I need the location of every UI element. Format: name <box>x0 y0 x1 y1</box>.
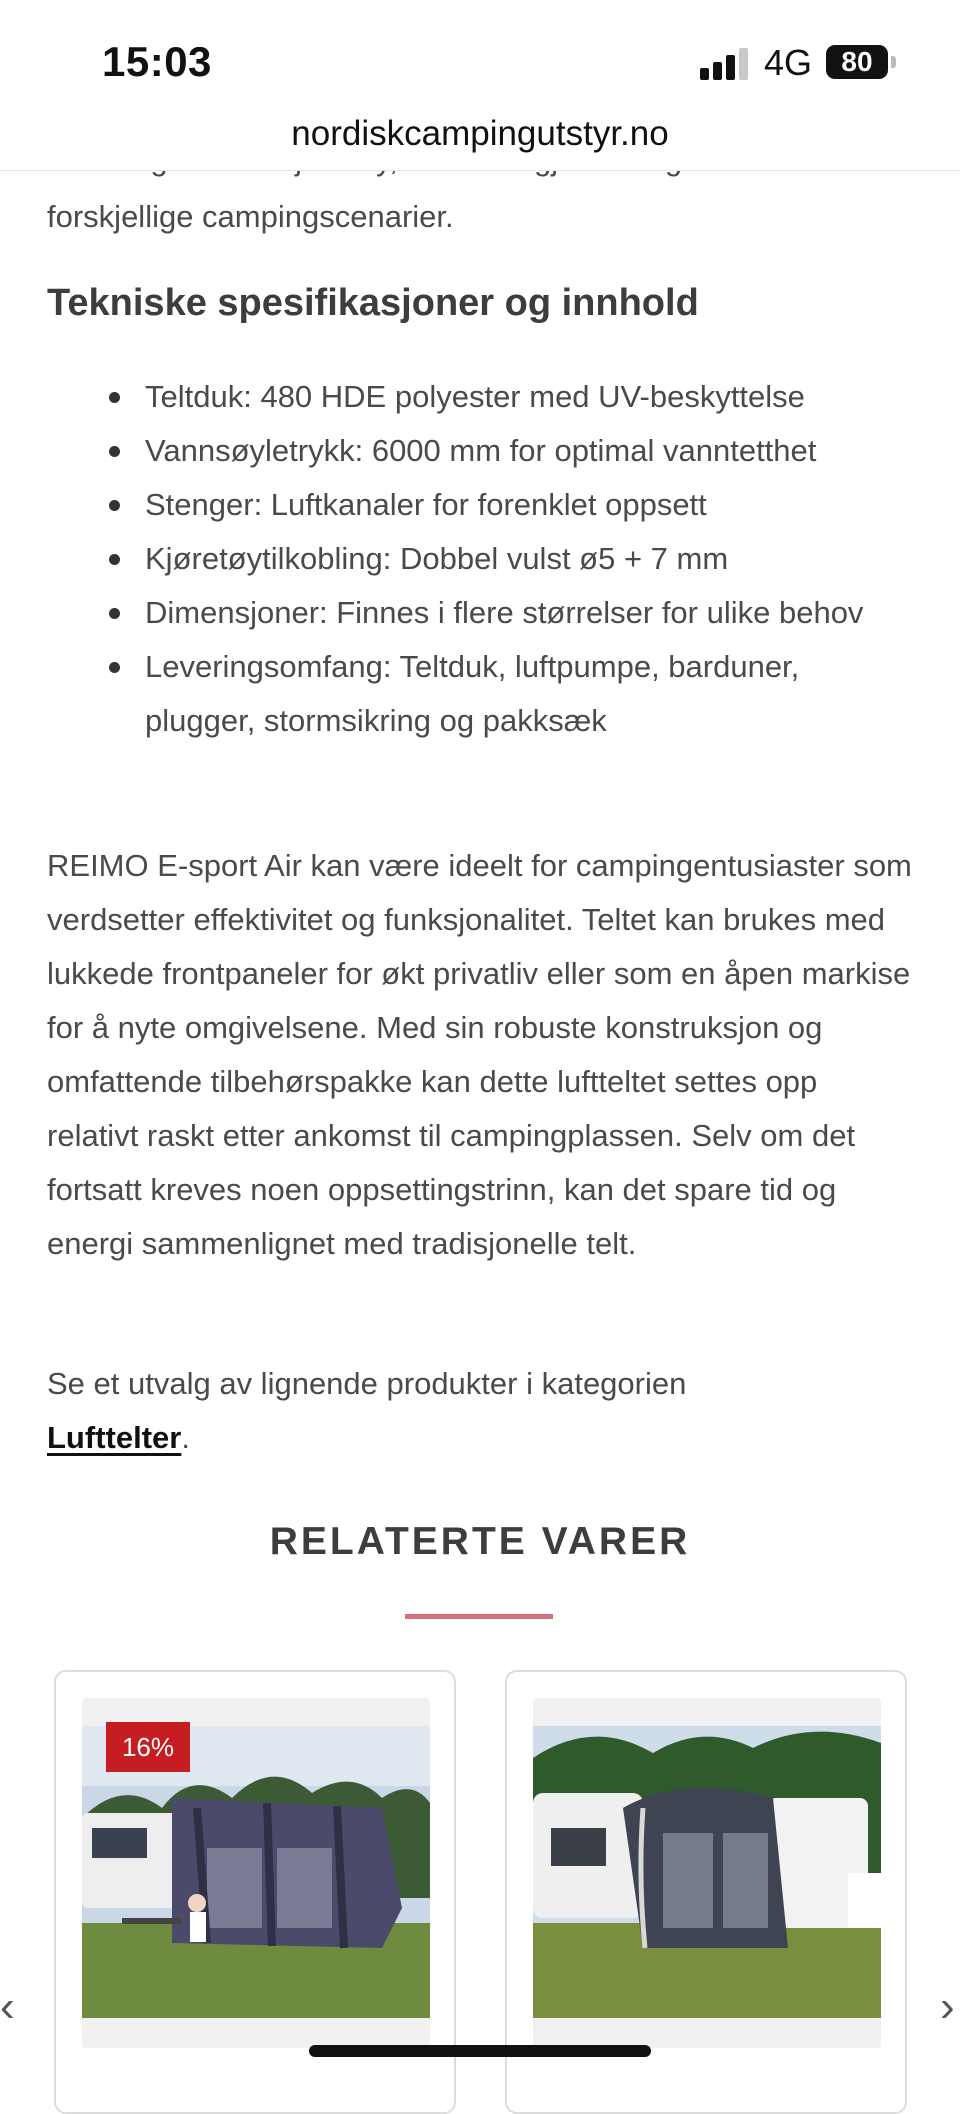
list-item: Vannsøyletrykk: 6000 mm for optimal vanntetthet <box>47 424 917 478</box>
bullet-icon <box>109 554 120 565</box>
category-link-lufttelter[interactable]: Lufttelter <box>47 1420 182 1455</box>
heading-divider <box>405 1614 553 1619</box>
category-end: . <box>181 1420 190 1455</box>
list-item: Stenger: Luftkanaler for forenklet oppsett <box>47 478 917 532</box>
category-text: Se et utvalg av lignende produkter i kategorien <box>47 1366 687 1401</box>
intro-paragraph-tail: forskjellige campingscenarier. <box>47 199 454 234</box>
list-item: Dimensjoner: Finnes i flere størrelser for ulike behov <box>47 586 917 640</box>
bullet-icon <box>109 608 120 619</box>
list-item: Leveringsomfang: Teltduk, luftpumpe, barduner, plugger, stormsikring og pakksæk <box>47 640 917 748</box>
status-bar <box>0 0 960 120</box>
cellular-signal-icon <box>700 48 752 80</box>
specs-list <box>47 370 917 748</box>
bullet-icon <box>109 446 120 457</box>
bullet-icon <box>109 500 120 511</box>
related-products-heading: RELATERTE VARER <box>269 1520 691 1563</box>
sale-badge: 16% <box>106 1722 190 1772</box>
status-time: 15:03 <box>102 38 212 85</box>
bullet-icon <box>109 662 120 673</box>
carousel-prev-icon[interactable]: ‹ <box>0 1982 15 2031</box>
list-item: Kjøretøytilkobling: Dobbel vulst ø5 + 7 mm <box>47 532 917 586</box>
body-paragraph: REIMO E-sport Air kan være ideelt for campingentusiaster som verdsetter effektivitet og funksjonalitet. Teltet kan brukes med lukkede frontpaneler for økt privatliv eller som en åpen markise for å nyte omgivelsene. Med sin robuste konstruksjon og omfattende tilbehørspakke kan dette luftteltet settes opp relativt raskt etter ankomst til campingplassen. Selv om det fortsatt kreves noen oppsettingstrinn, kan det spare tid og energi sammenlignet med tradisjonelle telt. <box>47 848 912 1261</box>
list-item: Teltduk: 480 HDE polyester med UV-beskyttelse <box>47 370 917 424</box>
carousel-next-icon[interactable]: › <box>940 1982 955 2031</box>
caravan-awning-photo[interactable] <box>533 1698 881 2048</box>
battery-cap <box>891 56 896 68</box>
specs-heading: Tekniske spesifikasjoner og innhold <box>47 282 699 324</box>
bullet-icon <box>109 392 120 403</box>
battery-icon: 80 <box>826 45 888 79</box>
network-type: 4G <box>764 42 813 83</box>
category-paragraph <box>47 1357 917 1465</box>
url-text[interactable]: nordiskcampingutstyr.no <box>291 114 669 153</box>
home-indicator <box>309 2045 651 2057</box>
browser-url-bar[interactable] <box>0 108 960 171</box>
